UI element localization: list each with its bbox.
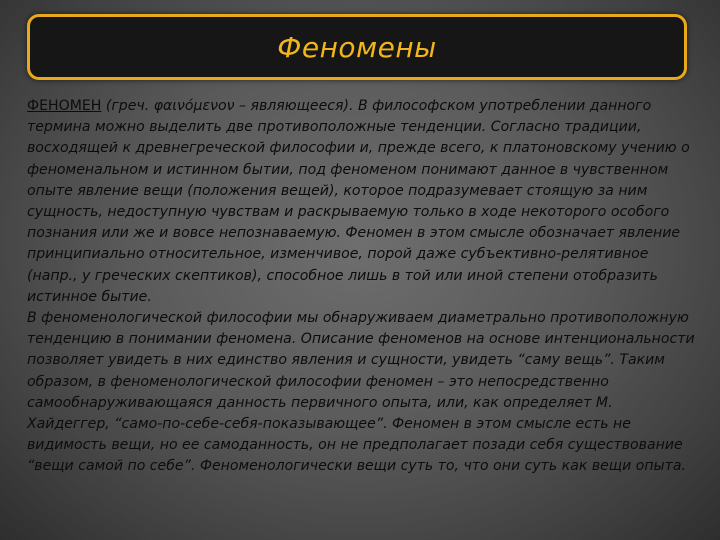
- paragraph-1: [27, 96, 695, 308]
- term-label: ФЕНОМЕН: [27, 98, 102, 114]
- slide-body: [27, 96, 695, 478]
- paragraph-1-text: (греч. φαινόμενον – являющееся). В философском употреблении данного термина можно выделить две противоположные тенденции. Согласно традиции, восходящей к древнегреческой философии и, прежде всего, к платоновскому учению о феноменальном и истинном бытии, под феноменом понимают данное в чувственном опыте явление вещи (положения вещей), которое подразумевает стоящую за ним сущность, недоступную чувствам и раскрываемую только в ходе некоторого особого познания или же и вовсе непознаваемую. Феномен в этом смысле обозначает явление принципиально относительное, изменчивое, порой даже субъективно-релятивное (напр., у греческих скептиков), способное лишь в той или иной степени отобразить истинное бытие.: [27, 98, 690, 305]
- paragraph-2: В феноменологической философии мы обнаруживаем диаметрально противоположную тенденцию в понимании феномена. Описание феноменов на основе интенциональности позволяет увидеть в них единство явления и сущности, увидеть “саму вещь”. Таким образом, в феноменологической философии феномен – это непосредственно самообнаруживающаяся данность первичного опыта, или, как определяет М. Хайдеггер, “само-по-себе-себя-показывающее”. Феномен в этом смысле есть не видимость вещи, но ее самоданность, он не предполагает позади себя существование “вещи самой по себе”. Феноменологически вещи суть то, что они суть как вещи опыта.: [27, 310, 695, 475]
- title-box: [27, 14, 687, 80]
- slide-title: Феномены: [277, 30, 437, 64]
